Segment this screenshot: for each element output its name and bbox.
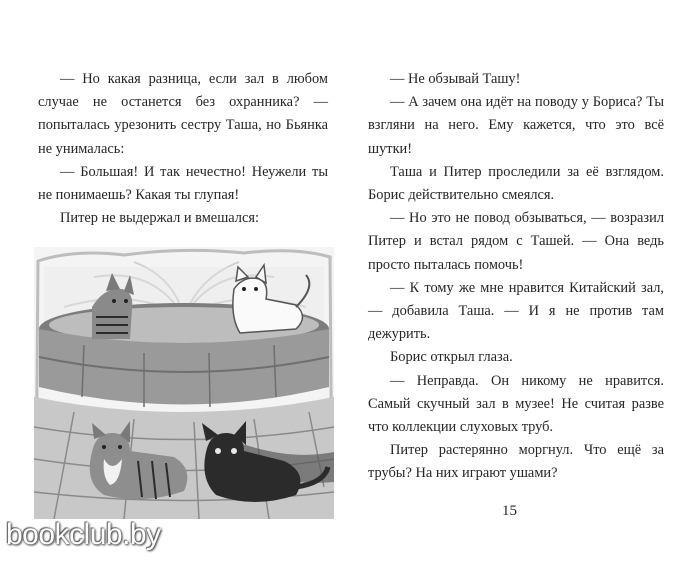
left-page-text xyxy=(38,68,328,230)
paragraph: — Большая! И так нечестно! Неужели ты не понимаешь? Какая ты глупая! xyxy=(38,163,328,204)
paragraph: Борис открыл глаза. xyxy=(390,349,513,366)
paragraph: — А зачем она идёт на поводу у Бориса? Ты взгляни на него. Ему кажется, что это всё шутки! xyxy=(368,94,664,157)
paragraph: — Неправда. Он никому не нравится. Самый скучный зал в музее! Не считая разве что коллекции слуховых труб. xyxy=(368,372,664,436)
paragraph: — Но какая разница, если зал в любом случае не останется без охранника? — попыталась урезонить сестру Таша, но Бьянка не унималась: xyxy=(38,71,328,157)
paragraph: — К тому же мне нравится Китайский зал, — добавила Таша. — И я не против там дежурить. xyxy=(368,279,664,343)
bookclub-watermark: bookclub.by xyxy=(6,518,161,551)
paragraph: — Но это не повод обзываться, — возразил Питер и встал рядом с Ташей. — Она ведь просто пыталась помочь! xyxy=(368,210,664,273)
paragraph: Питер не выдержал и вмешался: xyxy=(60,210,259,227)
paragraph: — Не обзывай Ташу! xyxy=(390,71,521,87)
cats-fountain-illustration xyxy=(34,247,334,519)
paragraph: Питер растерянно моргнул. Что ещё за трубы? На них играют ушами? xyxy=(368,442,664,482)
page-number: 15 xyxy=(502,503,517,519)
paragraph: Таша и Питер проследили за её взглядом. Борис действительно смеялся. xyxy=(368,163,664,204)
right-page-text xyxy=(368,68,664,486)
